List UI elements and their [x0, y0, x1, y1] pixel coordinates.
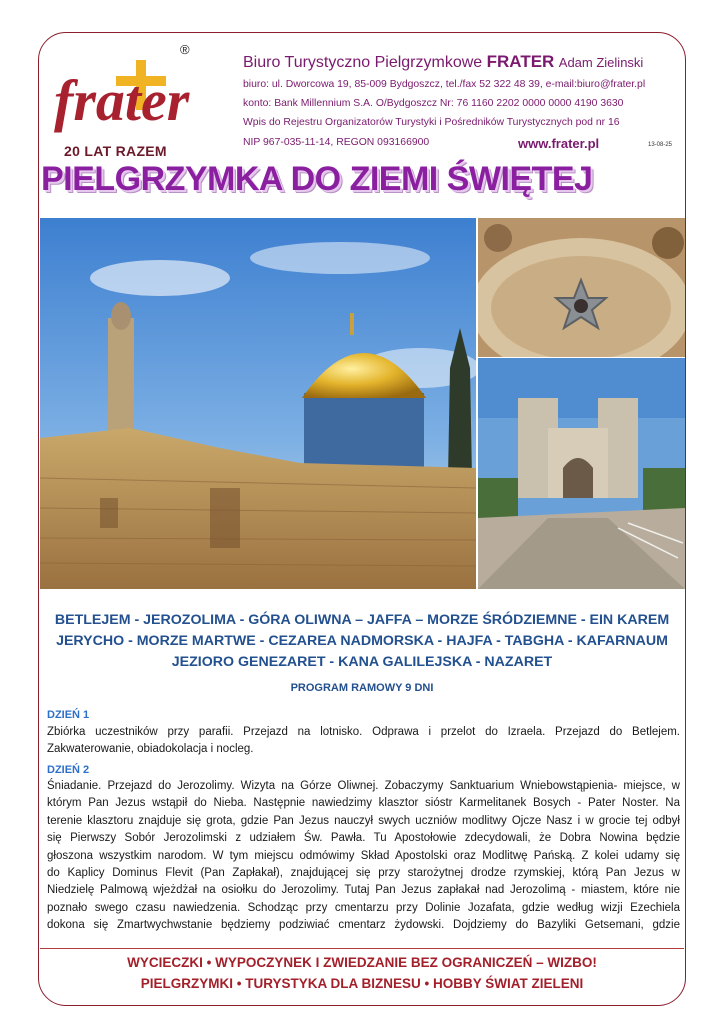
text-line: do Kaplicy Dominus Flevit (Pan Zapłakał), znajdującej się przy starożytnej drodze rzymskiej, którą Pan Jezus w: [47, 867, 680, 880]
text-line: się Pierwszy Sobór Jerozolimski z udziałem Św. Pawła. Tu Apostołowie zdecydowali, że Dobra Nowina będzie: [47, 832, 680, 845]
frater-logo: [50, 42, 210, 142]
jerusalem-photo: [40, 218, 476, 589]
text-line: głoszona wszystkim narodom. W tym miejscu odmówimy Skład Apostolski oraz Modlitwę Pańską. Z kolei udamy się: [47, 849, 680, 862]
text-line: poznało swego czasu nawiedzenia. Schodząc przy cmentarzu przy Dolinie Jozafata, gdzie według wizji Ezechiela: [47, 901, 680, 914]
text-line: terenie klasztoru znajduje się grota, gdzie Pan Jezus nauczył swych uczniów modlitwy Ojcze Nasz i w grocie tej odbył: [47, 814, 680, 827]
registered-mark: ®: [180, 42, 190, 57]
anniversary-label: 20 LAT RAZEM: [64, 143, 167, 159]
text-line: którym Pan Jezus wstąpił do Nieba. Następnie nawiedzimy klasztor sióstr Karmelitanek Bosych - Pater Noster. Na: [47, 797, 680, 810]
company-name-text: Biuro Turystyczno Pielgrzymkowe: [243, 54, 487, 71]
bethlehem-star-photo: [478, 218, 685, 357]
transfiguration-church-photo: [478, 358, 685, 589]
document-date: 13-08-25: [648, 142, 673, 148]
day-2-heading: DZIEŃ 2: [47, 764, 90, 776]
footer-divider: [40, 948, 684, 949]
day-1-text: [47, 724, 680, 759]
website-link[interactable]: www.frater.pl: [518, 136, 600, 151]
text-line: dokona się Zmartwychwstanie będziemy podziwiać cmentarz żydowski. Dojdziemy do Bazyliki Getsemani, gdzie: [47, 919, 680, 932]
footer-line-1: WYCIECZKI • WYPOCZYNEK I ZWIEDZANIE BEZ OGRANICZEŃ – WIZBO!: [127, 955, 597, 970]
address-line: biuro: ul. Dworcowa 19, 85-009 Bydgoszcz, tel./fax 52 322 48 39, e-mail:biuro@frater.pl: [243, 79, 646, 90]
destinations-line-1: BETLEJEM - JEROZOLIMA - GÓRA OLIWNA – JAFFA – MORZE ŚRÓDZIEMNE - EIN KAREM: [54, 612, 670, 628]
text-line: Niedzielę Palmową wjeżdżał na osiołku do Jerozolimy. Tutaj Pan Jezus zapłakał nad Jerozolimą - miastem, które nie: [47, 884, 680, 897]
destinations-line-3: JEZIORO GENEZARET - KANA GALILEJSKA - NAZARET: [171, 654, 553, 670]
bank-account-line: konto: Bank Millennium S.A. O/Bydgoszcz Nr: 76 1160 2202 0000 0000 4190 3630: [243, 98, 624, 109]
page-title: PIELGRZYMKA DO ZIEMI ŚWIĘTEJ: [41, 160, 593, 198]
company-owner: Adam Zielinski: [558, 55, 644, 70]
company-brand: FRATER: [486, 52, 555, 71]
text-line: Zakwaterowanie, obiadokolacja i nocleg.: [47, 743, 254, 756]
registry-line: Wpis do Rejestru Organizatorów Turystyki i Pośredników Turystycznych pod nr 16: [243, 117, 620, 128]
text-line: Śniadanie. Przejazd do Jerozolimy. Wizyta na Górze Oliwnej. Zobaczymy Sanktuarium Wniebowstąpienia- miejsce, w: [47, 780, 680, 792]
footer-line-2: PIELGRZYMKI • TURYSTYKA DLA BIZNESU • HOBBY ŚWIAT ZIELENI: [140, 976, 584, 991]
tax-id-line: NIP 967-035-11-14, REGON 093166900: [243, 137, 430, 148]
day-2-text: [47, 778, 680, 935]
company-name: [243, 52, 643, 72]
svg-text:frater: frater: [54, 68, 190, 133]
program-heading: PROGRAM RAMOWY 9 DNI: [290, 682, 434, 694]
day-1-heading: DZIEŃ 1: [47, 709, 90, 721]
destinations-line-2: JERYCHO - MORZE MARTWE - CEZAREA NADMORSKA - HAJFA - TABGHA - KAFARNAUM: [56, 633, 668, 649]
text-line: Zbiórka uczestników przy parafii. Przejazd na lotnisko. Odprawa i przelot do Izraela. Przejazd do Betlejem.: [47, 726, 680, 738]
